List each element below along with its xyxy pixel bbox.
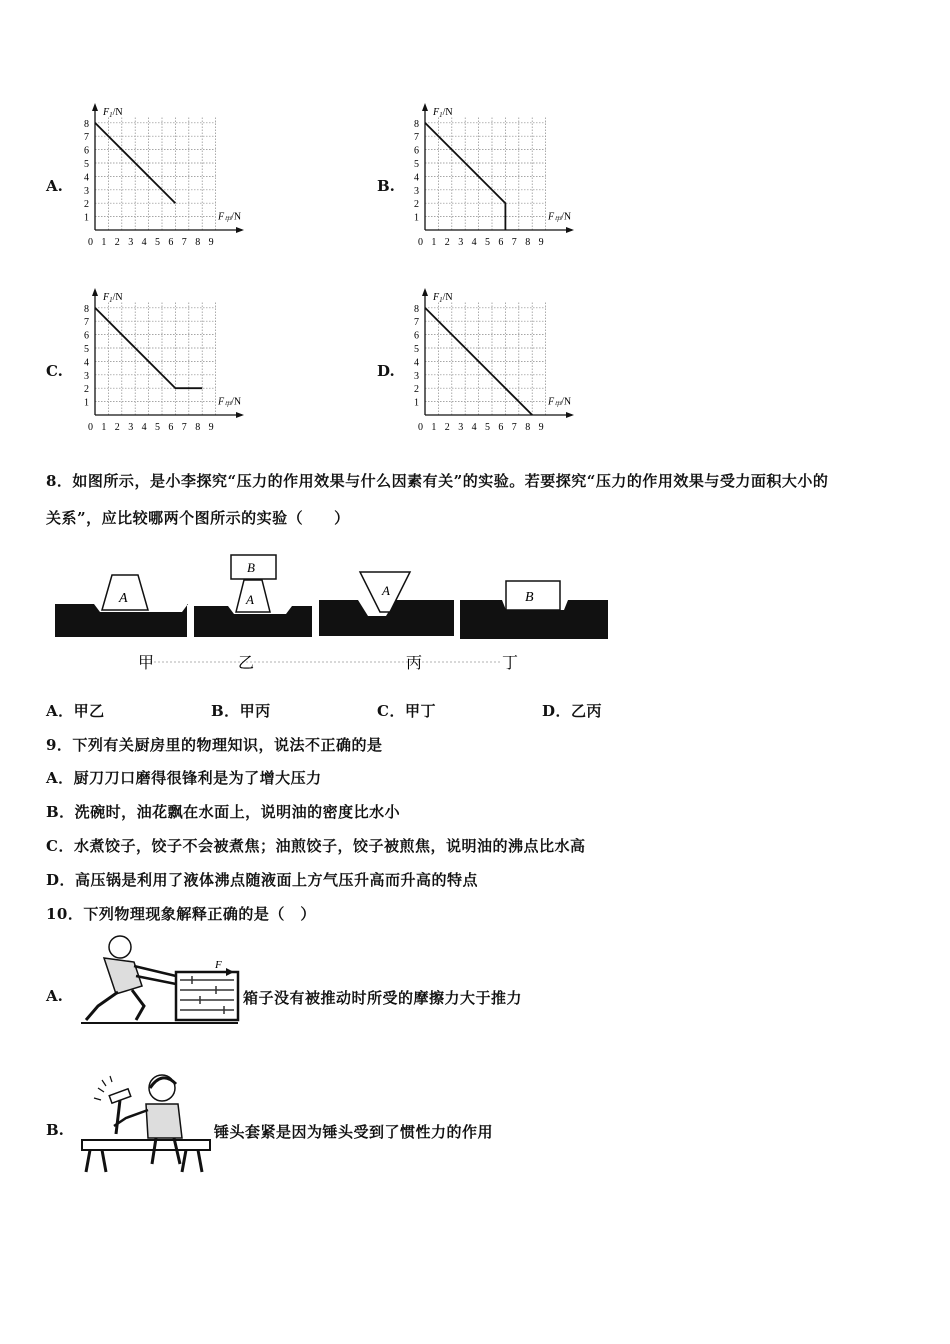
- x-tick-label: 7: [511, 422, 517, 433]
- y-tick-label: 8: [414, 303, 419, 315]
- y-tick-label: 1: [84, 212, 89, 224]
- y-tick-label: 7: [84, 317, 89, 329]
- q8-option-c: C．甲丁: [377, 702, 436, 720]
- y-tick-label: 4: [84, 172, 89, 184]
- x-tick-label: 5: [155, 237, 160, 248]
- pushing-box-illustration: [76, 932, 242, 1028]
- x-axis-arrow: [566, 412, 574, 418]
- x-axis-label: $F_甲/N$: [548, 396, 572, 409]
- block-b-yi-label: B: [247, 560, 255, 575]
- y-tick-label: 1: [414, 397, 419, 409]
- x-tick-label: 5: [485, 422, 490, 433]
- person-body-b: [146, 1104, 182, 1138]
- q10-stem: 10．下列物理现象解释正确的是（ ）: [46, 905, 316, 923]
- y-tick-label: 4: [84, 357, 89, 369]
- x-axis-arrow: [236, 227, 244, 233]
- y-tick-label: 6: [84, 145, 89, 157]
- fig-label-yi: 乙: [238, 655, 255, 672]
- x-tick-label: 1: [431, 422, 437, 433]
- y-tick-label: 3: [414, 185, 419, 197]
- x-tick-label: 0: [88, 422, 93, 433]
- graph-b-label: B.: [377, 177, 395, 195]
- graph-a: [70, 100, 260, 250]
- x-tick-label: 2: [114, 422, 120, 433]
- x-axis-label: $F_甲/N$: [218, 211, 242, 224]
- y-tick-label: 8: [84, 118, 89, 130]
- y-axis-arrow: [92, 103, 98, 111]
- x-tick-label: 2: [114, 237, 120, 248]
- x-axis-label: $F_甲/N$: [218, 396, 242, 409]
- y-tick-label: 2: [84, 199, 89, 211]
- x-tick-label: 8: [525, 422, 531, 433]
- q8-experiment-figure: [50, 550, 620, 680]
- x-tick-label: 9: [538, 237, 544, 248]
- x-tick-label: 7: [181, 422, 187, 433]
- q10-option-a-text: 箱子没有被推动时所受的摩擦力大于推力: [243, 989, 523, 1007]
- x-tick-label: 8: [195, 237, 201, 248]
- x-tick-label: 9: [208, 422, 214, 433]
- block-a-bing-label: A: [382, 583, 390, 598]
- x-tick-label: 2: [444, 422, 450, 433]
- x-axis-arrow: [566, 227, 574, 233]
- experiment-bing: [319, 572, 454, 636]
- graph-a-label: A.: [46, 177, 63, 195]
- x-axis-label: $F_甲/N$: [548, 211, 572, 224]
- experiment-jia: [55, 575, 188, 637]
- box: [176, 972, 238, 1020]
- y-tick-label: 5: [84, 159, 89, 170]
- x-tick-label: 3: [128, 237, 134, 248]
- x-axis-arrow: [236, 412, 244, 418]
- y-axis-label: $F_1/N$: [433, 292, 453, 304]
- x-tick-label: 4: [141, 422, 147, 433]
- y-axis-label: $F_1/N$: [103, 107, 123, 119]
- q8-stem-line2: 关系”，应比较哪两个图所示的实验（ ）: [46, 509, 350, 527]
- x-tick-label: 6: [498, 237, 504, 248]
- q9-option-d: D．高压锅是利用了液体沸点随液面上方气压升高而升高的特点: [46, 871, 479, 889]
- y-tick-label: 1: [84, 397, 89, 409]
- x-tick-label: 3: [128, 422, 134, 433]
- y-tick-label: 5: [84, 344, 89, 355]
- q8-option-b: B．甲丙: [211, 702, 271, 720]
- x-tick-label: 8: [195, 422, 201, 433]
- graph-d: [400, 285, 590, 435]
- y-tick-label: 6: [414, 145, 419, 157]
- y-tick-label: 7: [414, 317, 419, 329]
- x-tick-label: 7: [181, 237, 187, 248]
- force-label: F: [215, 959, 222, 971]
- y-tick-label: 5: [414, 159, 419, 170]
- x-tick-label: 9: [538, 422, 544, 433]
- y-tick-label: 8: [84, 303, 89, 315]
- x-tick-label: 6: [168, 422, 174, 433]
- x-tick-label: 8: [525, 237, 531, 248]
- x-tick-label: 2: [444, 237, 450, 248]
- y-axis-arrow: [422, 288, 428, 296]
- q9-option-b: B．洗碗时，油花飘在水面上，说明油的密度比水小: [46, 803, 401, 821]
- block-a-yi-label: A: [246, 592, 254, 607]
- hammer-bench-illustration: [76, 1068, 212, 1176]
- x-tick-label: 1: [101, 237, 107, 248]
- fig-label-ding: 丁: [502, 655, 519, 672]
- y-tick-label: 3: [414, 370, 419, 382]
- y-axis-label: $F_1/N$: [433, 107, 453, 119]
- y-tick-label: 6: [414, 330, 419, 342]
- y-axis-arrow: [422, 103, 428, 111]
- x-tick-label: 4: [471, 422, 477, 433]
- fig-label-jia: 甲: [138, 655, 155, 672]
- x-tick-label: 6: [168, 237, 174, 248]
- x-tick-label: 1: [101, 422, 107, 433]
- q9-stem: 9．下列有关厨房里的物理知识，说法不正确的是: [46, 736, 383, 754]
- q10-option-b-text: 锤头套紧是因为锤头受到了惯性力的作用: [214, 1123, 494, 1141]
- graph-b: [400, 100, 590, 250]
- graph-c-label: C.: [46, 362, 63, 380]
- y-tick-label: 5: [414, 344, 419, 355]
- q10-option-a-label: A.: [46, 987, 63, 1005]
- y-tick-label: 1: [414, 212, 419, 224]
- graph-c: [70, 285, 260, 435]
- x-tick-label: 0: [88, 237, 93, 248]
- y-tick-label: 7: [84, 132, 89, 144]
- q8-option-a: A．甲乙: [46, 702, 105, 720]
- x-tick-label: 9: [208, 237, 214, 248]
- x-tick-label: 3: [458, 237, 464, 248]
- y-tick-label: 3: [84, 370, 89, 382]
- bench-legs: [86, 1150, 202, 1172]
- x-tick-label: 1: [431, 237, 437, 248]
- hammer-handle: [116, 1100, 120, 1134]
- fig-label-bing: 丙: [406, 655, 423, 672]
- y-tick-label: 6: [84, 330, 89, 342]
- x-tick-label: 5: [155, 422, 160, 433]
- y-tick-label: 3: [84, 185, 89, 197]
- x-tick-label: 0: [418, 422, 423, 433]
- y-axis-arrow: [92, 288, 98, 296]
- x-tick-label: 4: [141, 237, 147, 248]
- y-tick-label: 2: [414, 384, 419, 396]
- q9-option-a: A．厨刀刀口磨得很锋利是为了增大压力: [46, 769, 322, 787]
- y-tick-label: 2: [84, 384, 89, 396]
- q8-option-d: D．乙丙: [542, 702, 603, 720]
- q9-option-c: C．水煮饺子，饺子不会被煮焦；油煎饺子，饺子被煎焦，说明油的沸点比水高: [46, 837, 586, 855]
- person-head: [109, 936, 131, 958]
- x-tick-label: 7: [511, 237, 517, 248]
- q10-option-b-label: B.: [46, 1121, 64, 1139]
- experiment-yi: [194, 555, 312, 637]
- x-tick-label: 5: [485, 237, 490, 248]
- block-b-ding-label: B: [525, 590, 534, 605]
- block-a-jia-label: A: [119, 591, 128, 606]
- x-tick-label: 0: [418, 237, 423, 248]
- x-tick-label: 3: [458, 422, 464, 433]
- x-tick-label: 4: [471, 237, 477, 248]
- y-tick-label: 4: [414, 357, 419, 369]
- y-tick-label: 2: [414, 199, 419, 211]
- bench-top: [82, 1140, 210, 1150]
- experiment-ding: [460, 581, 608, 639]
- y-axis-label: $F_1/N$: [103, 292, 123, 304]
- x-tick-label: 6: [498, 422, 504, 433]
- graph-d-label: D.: [377, 362, 395, 380]
- q8-stem-line1: 8．如图所示，是小李探究“压力的作用效果与什么因素有关”的实验。若要探究“压力的作用效果与受力面积大小的: [46, 472, 829, 490]
- person-legs: [86, 990, 144, 1020]
- y-tick-label: 7: [414, 132, 419, 144]
- y-tick-label: 4: [414, 172, 419, 184]
- y-tick-label: 8: [414, 118, 419, 130]
